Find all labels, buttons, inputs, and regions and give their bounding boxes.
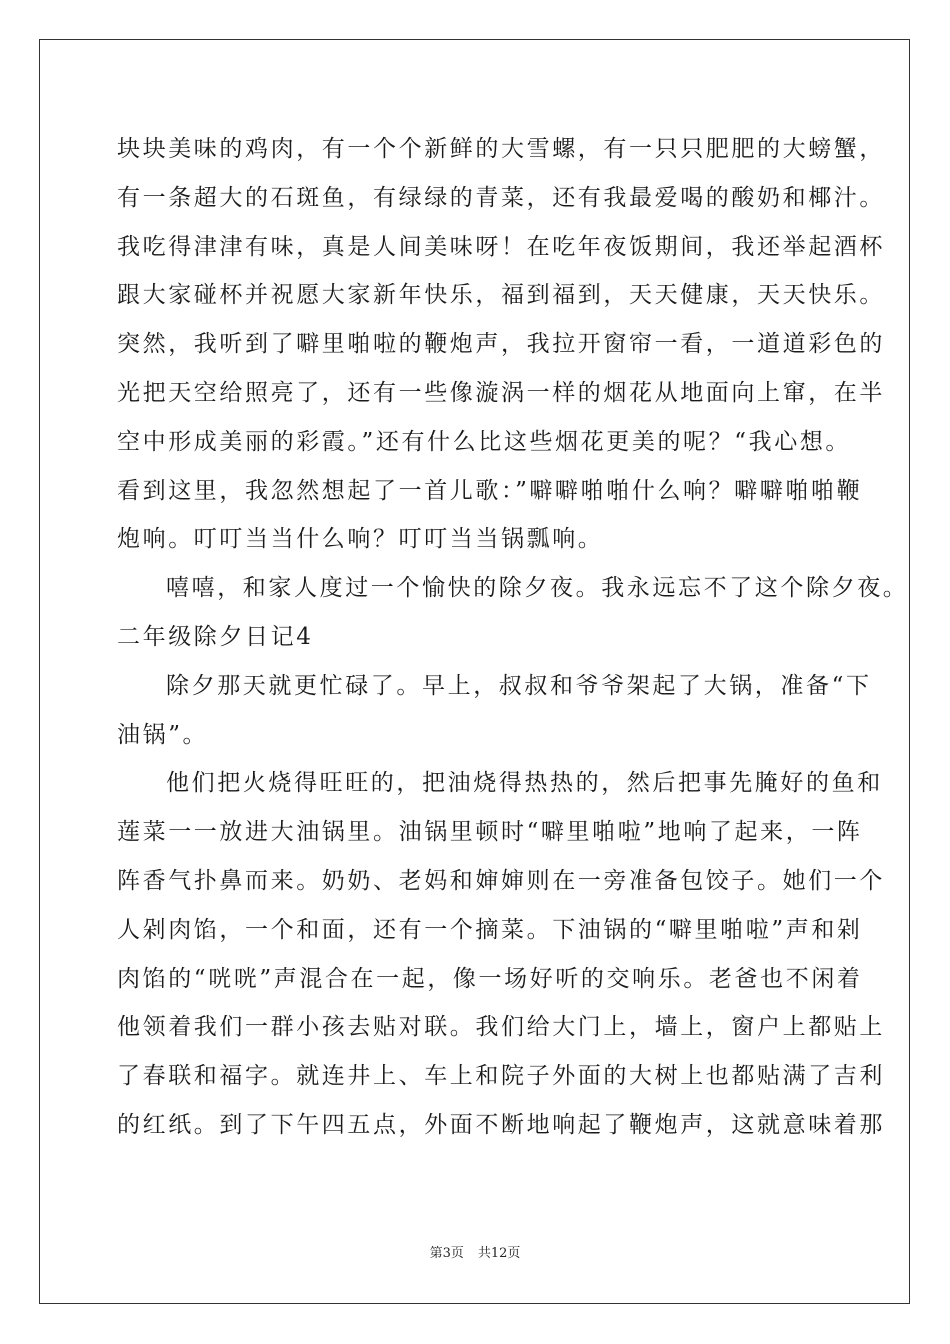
- total-page-count: 共12页: [477, 1246, 521, 1261]
- text-line: 人剁肉馅，一个和面，还有一个摘菜。下油锅的“噼里啪啦”声和剁: [117, 916, 863, 943]
- text-line: 的红纸。到了下午四五点，外面不断地响起了鞭炮声，这就意味着那: [117, 1111, 885, 1138]
- text-line: 莲菜一一放进大油锅里。油锅里顿时“噼里啪啦”地响了起来，一阵: [117, 819, 863, 846]
- text-line: 阵香气扑鼻而来。奶奶、老妈和婶婶则在一旁准备包饺子。她们一个: [117, 867, 885, 894]
- text-line: 有一条超大的石斑鱼，有绿绿的青菜，还有我最爱喝的酸奶和椰汁。: [117, 184, 885, 211]
- text-line: 嘻嘻，和家人度过一个愉快的除夕夜。我永远忘不了这个除夕夜。: [166, 575, 909, 602]
- document-body: [117, 125, 909, 1150]
- text-line: 除夕那天就更忙碌了。早上，叔叔和爷爷架起了大锅，准备“下: [166, 672, 872, 699]
- text-line: 块块美味的鸡肉，有一个个新鲜的大雪螺，有一只只肥肥的大螃蟹，: [117, 136, 885, 162]
- text-line: 跟大家碰杯并祝愿大家新年快乐，福到福到，天天健康，天天快乐。: [117, 282, 885, 309]
- text-line: 肉馅的“咣咣”声混合在一起，像一场好听的交响乐。老爸也不闲着: [117, 965, 863, 992]
- text-line: 看到这里，我忽然想起了一首儿歌：”噼噼啪啪什么响？噼噼啪啪鞭: [117, 477, 863, 504]
- text-line: 他领着我们一群小孩去贴对联。我们给大门上，墙上，窗户上都贴上: [117, 1014, 885, 1041]
- text-line: 突然，我听到了噼里啪啦的鞭炮声，我拉开窗帘一看，一道道彩色的: [117, 331, 885, 358]
- text-line: 他们把火烧得旺旺的，把油烧得热热的，然后把事先腌好的鱼和: [166, 770, 883, 797]
- text-line: 了春联和福字。就连井上、车上和院子外面的大树上也都贴满了吉利: [117, 1063, 885, 1090]
- current-page-number: 第3页: [429, 1246, 464, 1261]
- text-line: 炮响。叮叮当当什么响？叮叮当当锅瓢响。: [117, 526, 604, 553]
- text-line: 空中形成美丽的彩霞。”还有什么比这些烟花更美的呢？“我心想。: [117, 428, 852, 455]
- text-line: 光把天空给照亮了，还有一些像漩涡一样的烟花从地面向上窜，在半: [117, 379, 885, 406]
- text-line: 我吃得津津有味，真是人间美味呀！在吃年夜饭期间，我还举起酒杯: [117, 233, 885, 260]
- text-line: 油锅”。: [117, 721, 209, 748]
- page-footer: [0, 1242, 950, 1261]
- section-heading: 二年级除夕日记4: [117, 623, 314, 650]
